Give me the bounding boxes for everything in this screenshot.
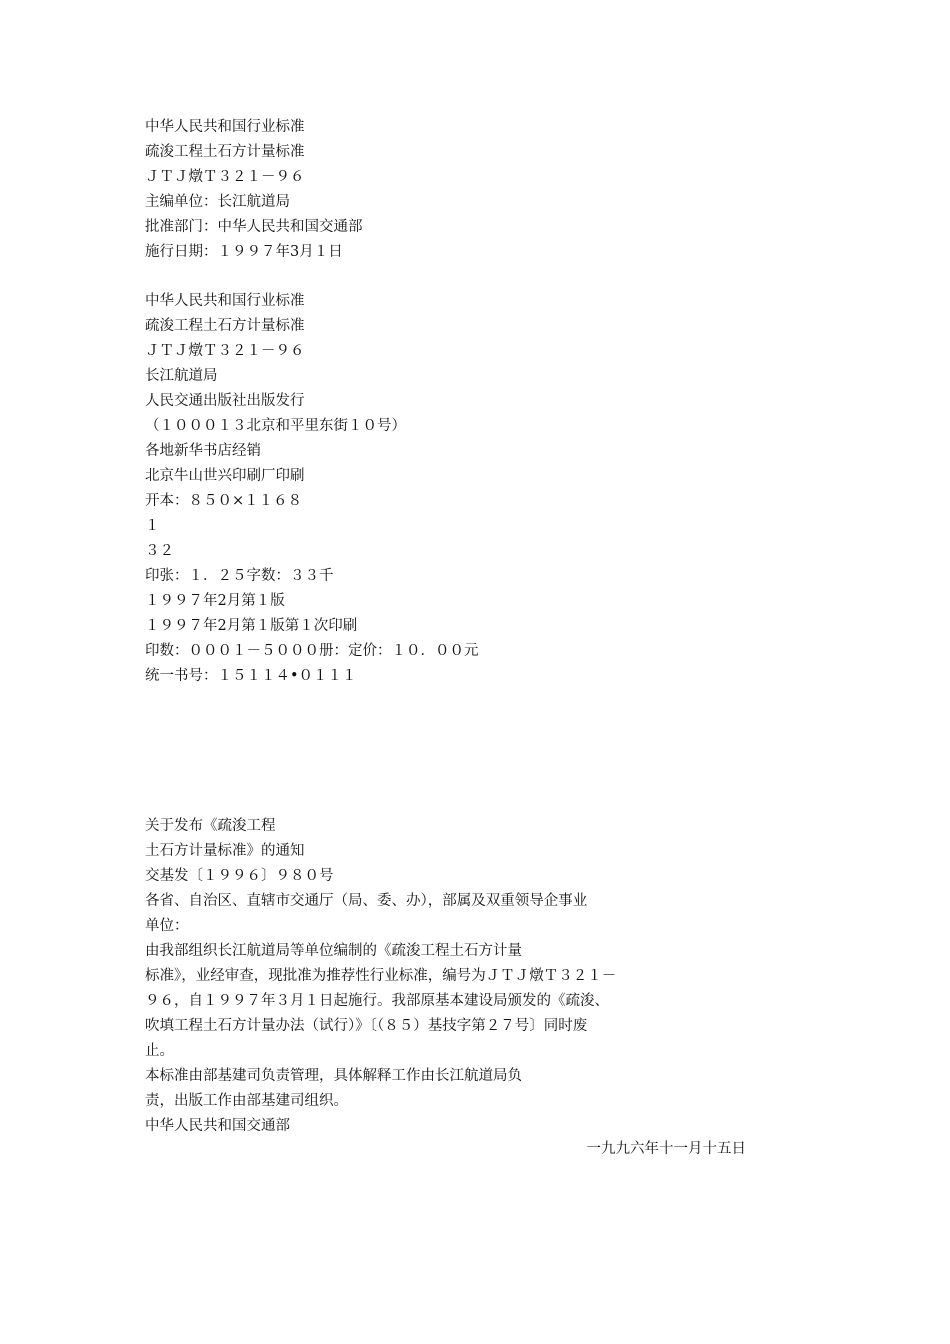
notice-paragraph-2: 本标准由部基建司负责管理，具体解释工作由长江航道局负 xyxy=(145,1068,522,1084)
notice-title-line-1: 关于发布《疏浚工程 xyxy=(145,818,276,834)
imprint-publisher: 人民交通出版社出版发行 xyxy=(145,393,305,409)
imprint-edition: １９９７年2月第１版 xyxy=(145,593,285,609)
imprint-book-number: 统一书号：１５１１４•０１１１ xyxy=(145,668,357,684)
standard-category: 中华人民共和国行业标准 xyxy=(145,119,305,135)
imprint-sheets-wordcount: 印张：１．２５字数：３３千 xyxy=(145,568,334,584)
notice-title-line-2: 土石方计量标准》的通知 xyxy=(145,843,305,859)
imprint-title: 疏浚工程土石方计量标准 xyxy=(145,318,305,334)
imprint-printer: 北京牛山世兴印刷厂印刷 xyxy=(145,468,305,484)
imprint-block xyxy=(145,289,765,689)
notice-addressee-cont: 单位： xyxy=(145,918,189,934)
imprint-author: 长江航道局 xyxy=(145,368,218,384)
imprint-category: 中华人民共和国行业标准 xyxy=(145,293,305,309)
standard-code: ＪＴＪ燉Ｔ３２１－９６ xyxy=(145,169,305,185)
effective-date: 施行日期：１９９７年3月１日 xyxy=(145,244,343,260)
notice-paragraph-1-cont: ９６，自１９９７年３月１日起施行。我部原基本建设局颁发的《疏浚、 xyxy=(145,993,609,1009)
imprint-format-numerator: １ xyxy=(145,518,160,534)
notice-addressee: 各省、自治区、直辖市交通厅（局、委、办），部属及双重领导企事业 xyxy=(145,893,588,909)
notice-paragraph-2-cont: 责，出版工作由部基建司组织。 xyxy=(145,1093,348,1109)
imprint-code: ＪＴＪ燉Ｔ３２１－９６ xyxy=(145,343,305,359)
notice-date: 一九九六年十一月十五日 xyxy=(586,1141,746,1157)
imprint-address: （１０００１３北京和平里东街１０号） xyxy=(145,418,406,434)
imprint-print-run-price: 印数：０００１－５０００册：定价：１０．００元 xyxy=(145,643,479,659)
chief-editor-unit: 主编单位：长江航道局 xyxy=(145,194,290,210)
approving-department: 批准部门：中华人民共和国交通部 xyxy=(145,219,363,235)
notice-paragraph-1: 由我部组织长江航道局等单位编制的《疏浚工程土石方计量 xyxy=(145,943,522,959)
notice-issuer: 中华人民共和国交通部 xyxy=(145,1118,290,1134)
notice-paragraph-1-cont: 吹填工程土石方计量办法（试行）》〔（８５）基技字第２７号〕同时废 xyxy=(145,1018,588,1034)
imprint-format: 开本：８５０×１１６８ xyxy=(145,493,303,509)
imprint-printing: １９９７年2月第１版第１次印刷 xyxy=(145,618,358,634)
imprint-distributor: 各地新华书店经销 xyxy=(145,443,261,459)
cover-block xyxy=(145,115,765,265)
notice-paragraph-1-cont: 标准》，业经审查，现批准为推荐性行业标准，编号为ＪＴＪ燉Ｔ３２１－ xyxy=(145,968,617,984)
imprint-format-denominator: ３２ xyxy=(145,543,174,559)
notice-block xyxy=(145,814,765,1139)
standard-title: 疏浚工程土石方计量标准 xyxy=(145,144,305,160)
notice-paragraph-1-end: 止。 xyxy=(145,1043,174,1059)
notice-document-number: 交基发〔１９９６〕９８０号 xyxy=(145,868,334,884)
